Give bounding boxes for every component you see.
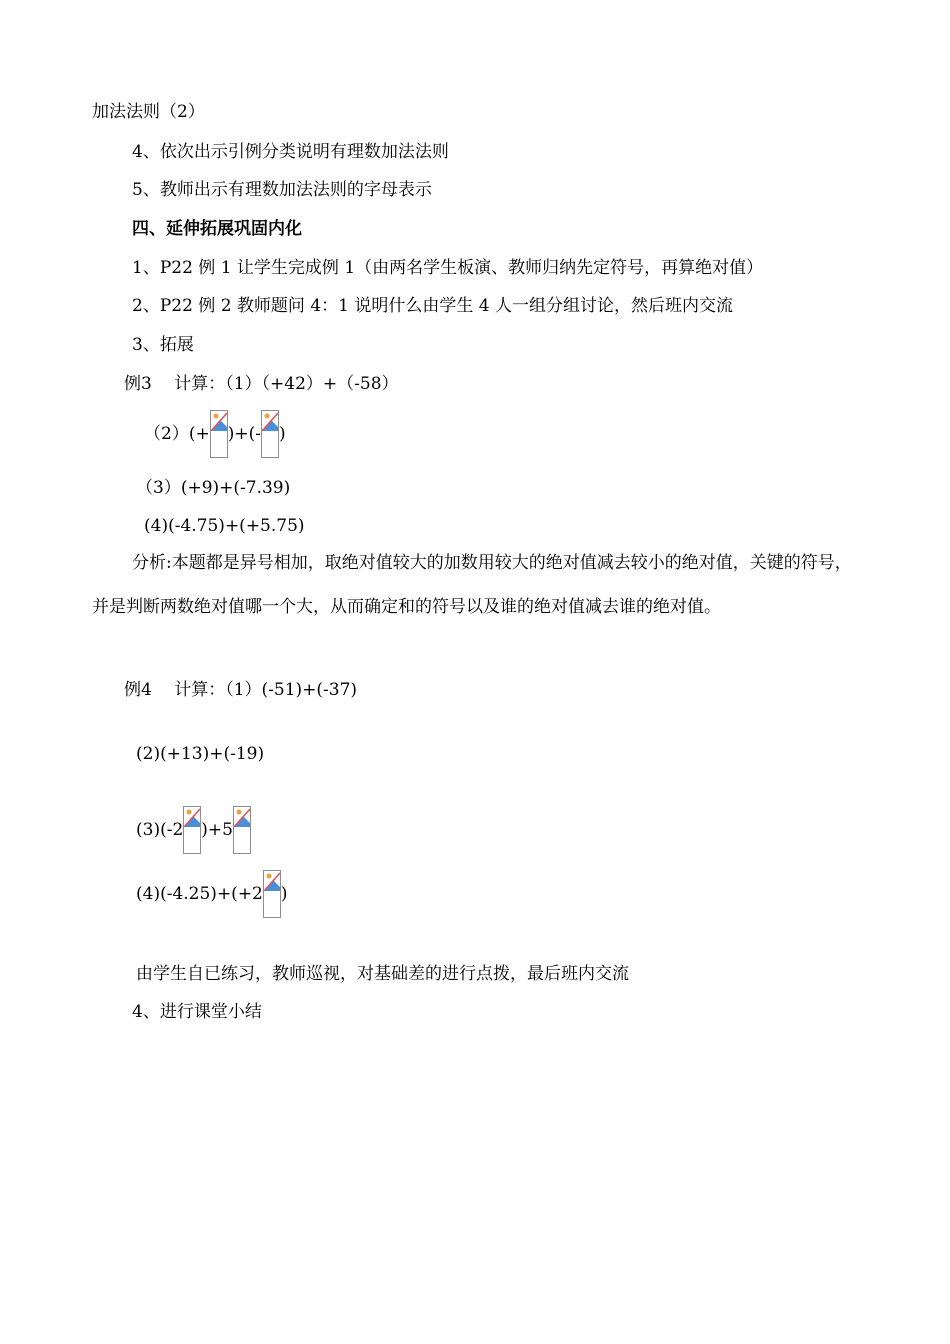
expression-text: ) [280, 884, 288, 904]
expression-line [144, 422, 286, 458]
expression-line [136, 882, 288, 918]
section-heading: 四、延伸拓展巩固内化 [132, 219, 302, 239]
expression-text: ) [278, 424, 286, 444]
text-line: 加法法则（2） [92, 102, 205, 122]
analysis-paragraph [92, 541, 862, 629]
broken-image-icon [210, 410, 228, 458]
broken-image-icon [263, 870, 281, 918]
expression-line: (2)(+13)+(-19) [136, 744, 265, 764]
expression-text: （2）(+ [144, 424, 210, 444]
example-title: 例4 计算：（1）(-51)+(-37) [124, 680, 358, 700]
expression-text: (4)(-4.25)+(+2 [136, 884, 263, 904]
text-line: 由学生自已练习，教师巡视，对基础差的进行点拨，最后班内交流 [136, 964, 629, 984]
example-title: 例3 计算：（1）（+42）+（-58） [124, 374, 399, 394]
image-placeholder-icon [264, 871, 280, 891]
analysis-text: 分析:本题都是异号相加，取绝对值较大的加数用较大的绝对值减去较小的绝对值，关键的符号，并是判断两数绝对值哪一个大，从而确定和的符号以及谁的绝对值减去谁的绝对值。 [92, 553, 852, 617]
text-line: 5、教师出示有理数加法法则的字母表示 [132, 180, 432, 200]
broken-image-icon [261, 410, 279, 458]
expression-text: )+5 [201, 820, 233, 840]
text-line: 4、依次出示引例分类说明有理数加法法则 [132, 142, 449, 162]
text-line: 4、进行课堂小结 [132, 1002, 262, 1022]
expression-line: (4)(-4.75)+(+5.75) [144, 516, 305, 536]
expression-text: )+(- [227, 424, 261, 444]
broken-image-icon [183, 806, 201, 854]
text-line: 3、拓展 [132, 335, 194, 355]
expression-line: （3）(+9)+(-7.39) [136, 478, 291, 498]
image-placeholder-icon [234, 807, 250, 827]
broken-image-icon [233, 806, 251, 854]
image-placeholder-icon [211, 411, 227, 431]
text-line: 2、P22 例 2 教师题问 4：1 说明什么由学生 4 人一组分组讨论，然后班内交流 [132, 296, 733, 316]
expression-line [136, 818, 251, 854]
text-line: 1、P22 例 1 让学生完成例 1（由两名学生板演、教师归纳先定符号，再算绝对值） [132, 258, 764, 278]
image-placeholder-icon [184, 807, 200, 827]
image-placeholder-icon [262, 411, 278, 431]
expression-text: (3)(-2 [136, 820, 184, 840]
